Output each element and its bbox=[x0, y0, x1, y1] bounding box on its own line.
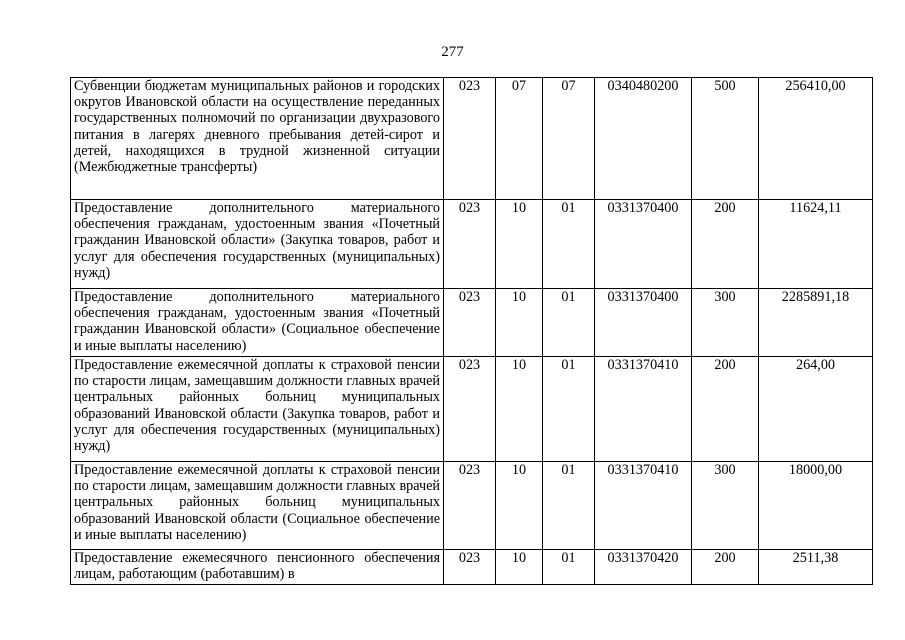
row-target-article-code: 0340480200 bbox=[595, 78, 692, 200]
table-row bbox=[71, 357, 873, 462]
row-expense-type-code: 200 bbox=[692, 550, 759, 585]
row-subsection-code: 01 bbox=[543, 289, 595, 357]
row-grbs-code: 023 bbox=[444, 78, 496, 200]
table-row bbox=[71, 78, 873, 200]
row-grbs-code: 023 bbox=[444, 550, 496, 585]
row-description: Субвенции бюджетам муниципальных районов и городских округов Ивановской области на осуществление переданных государственных полномочий по организации двухразового питания в лагерях дневного пребывания детей-сирот и детей, находящихся в трудной жизненной ситуации (Межбюджетные трансферты) bbox=[71, 78, 444, 200]
row-expense-type-code: 300 bbox=[692, 462, 759, 550]
row-grbs-code: 023 bbox=[444, 462, 496, 550]
row-expense-type-code: 300 bbox=[692, 289, 759, 357]
row-target-article-code: 0331370410 bbox=[595, 462, 692, 550]
row-description: Предоставление ежемесячной доплаты к страховой пенсии по старости лицам, замещавшим должности главных врачей центральных районных больниц муниципальных образований Ивановской области (Социальное обеспечение и иные выплаты населению) bbox=[71, 462, 444, 550]
budget-table bbox=[70, 77, 873, 585]
row-section-code: 07 bbox=[496, 78, 543, 200]
row-description: Предоставление ежемесячной доплаты к страховой пенсии по старости лицам, замещавшим должности главных врачей центральных районных больниц муниципальных образований Ивановской области (Закупка товаров, работ и услуг для обеспечения государственных (муниципальных) нужд) bbox=[71, 357, 444, 462]
row-expense-type-code: 500 bbox=[692, 78, 759, 200]
row-subsection-code: 07 bbox=[543, 78, 595, 200]
row-section-code: 10 bbox=[496, 200, 543, 289]
row-subsection-code: 01 bbox=[543, 357, 595, 462]
row-amount: 256410,00 bbox=[759, 78, 873, 200]
row-section-code: 10 bbox=[496, 550, 543, 585]
row-description: Предоставление дополнительного материального обеспечения гражданам, удостоенным звания «Почетный гражданин Ивановской области» (Социальное обеспечение и иные выплаты населению) bbox=[71, 289, 444, 357]
row-amount: 18000,00 bbox=[759, 462, 873, 550]
row-description: Предоставление дополнительного материального обеспечения гражданам, удостоенным звания «Почетный гражданин Ивановской области» (Закупка товаров, работ и услуг для обеспечения государственных (муниципальных) нужд) bbox=[71, 200, 444, 289]
row-subsection-code: 01 bbox=[543, 200, 595, 289]
row-section-code: 10 bbox=[496, 289, 543, 357]
row-target-article-code: 0331370400 bbox=[595, 200, 692, 289]
table-row bbox=[71, 550, 873, 585]
row-amount: 2511,38 bbox=[759, 550, 873, 585]
row-target-article-code: 0331370400 bbox=[595, 289, 692, 357]
row-amount: 2285891,18 bbox=[759, 289, 873, 357]
row-amount: 11624,11 bbox=[759, 200, 873, 289]
row-grbs-code: 023 bbox=[444, 200, 496, 289]
row-grbs-code: 023 bbox=[444, 357, 496, 462]
row-section-code: 10 bbox=[496, 462, 543, 550]
row-subsection-code: 01 bbox=[543, 550, 595, 585]
row-section-code: 10 bbox=[496, 357, 543, 462]
row-target-article-code: 0331370420 bbox=[595, 550, 692, 585]
row-grbs-code: 023 bbox=[444, 289, 496, 357]
table-row bbox=[71, 289, 873, 357]
row-expense-type-code: 200 bbox=[692, 200, 759, 289]
row-expense-type-code: 200 bbox=[692, 357, 759, 462]
table-row bbox=[71, 200, 873, 289]
row-target-article-code: 0331370410 bbox=[595, 357, 692, 462]
table-row bbox=[71, 462, 873, 550]
row-amount: 264,00 bbox=[759, 357, 873, 462]
row-subsection-code: 01 bbox=[543, 462, 595, 550]
row-description: Предоставление ежемесячного пенсионного обеспечения лицам, работающим (работавшим) в bbox=[71, 550, 444, 585]
page-number: 277 bbox=[441, 44, 464, 60]
